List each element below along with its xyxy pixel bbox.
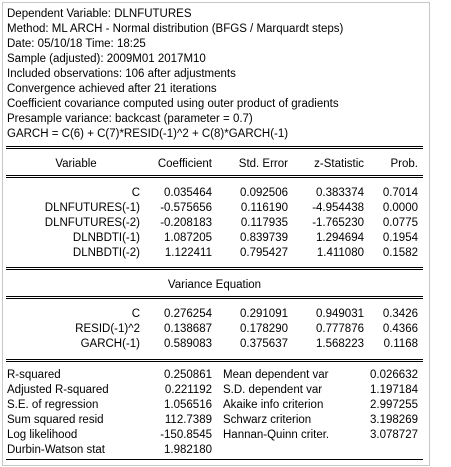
header-line: Method: ML ARCH - Normal distribution (BFGS / Marquardt steps) (7, 23, 344, 35)
mean-row-variable: DLNFUTURES(-2) (44, 217, 140, 229)
column-header-z-statistic: z-Statistic (314, 158, 364, 170)
stat-value: 1.056516 (164, 399, 212, 411)
stat-label: S.D. dependent var (223, 384, 323, 396)
stat-value: 3.078727 (370, 429, 418, 441)
stat-value: 112.7389 (164, 414, 212, 426)
variance-row-variable: GARCH(-1) (80, 338, 140, 350)
header-line: Included observations: 106 after adjustments (7, 68, 236, 80)
stat-value: 2.997255 (370, 399, 418, 411)
variance-row-prob: 0.3426 (382, 308, 418, 320)
column-header-coefficient: Coefficient (157, 158, 212, 170)
mean-row-prob: 0.7014 (382, 187, 418, 199)
variance-row-coefficient: 0.589083 (164, 338, 212, 350)
stat-value: 0.221192 (164, 384, 212, 396)
variance-row-prob: 0.1168 (383, 338, 418, 350)
mean-row-std-error: 0.116190 (240, 202, 288, 214)
divider (6, 359, 423, 362)
divider (6, 296, 423, 299)
mean-row-z-statistic: 1.411080 (316, 247, 364, 259)
divider (6, 146, 423, 149)
mean-row-prob: 0.1954 (382, 232, 418, 244)
divider (6, 459, 423, 460)
stat-label: Sum squared resid (7, 414, 104, 426)
estimation-header (7, 7, 343, 142)
variance-equation-title: Variance Equation (167, 279, 262, 291)
variance-row-prob: 0.4366 (382, 323, 418, 335)
variance-row-z-statistic: 0.777876 (316, 323, 364, 335)
mean-row-std-error: 0.092506 (240, 187, 288, 199)
mean-row-variable: C (131, 187, 140, 199)
mean-row-z-statistic: -1.765230 (312, 217, 364, 229)
mean-row-prob: 0.1582 (382, 247, 418, 259)
mean-row-variable: DLNFUTURES(-1) (44, 202, 140, 214)
stat-label: Schwarz criterion (223, 414, 312, 426)
mean-row-coefficient: -0.208183 (160, 217, 212, 229)
stat-value: 1.197184 (370, 384, 418, 396)
header-line: Coefficient covariance computed using outer product of gradients (7, 98, 339, 110)
variance-row-variable: C (131, 308, 140, 320)
stat-value: 3.198269 (370, 414, 418, 426)
variance-row-variable: RESID(-1)^2 (75, 323, 140, 335)
mean-row-variable: DLNBDTI(-1) (72, 232, 140, 244)
mean-row-z-statistic: 1.294694 (316, 232, 364, 244)
header-line: Dependent Variable: DLNFUTURES (7, 8, 192, 20)
column-header-std-error: Std. Error (238, 158, 288, 170)
stat-value: 1.982180 (164, 444, 212, 456)
header-line: Sample (adjusted): 2009M01 2017M10 (7, 53, 206, 65)
stat-label: Akaike info criterion (223, 399, 324, 411)
mean-row-std-error: 0.795427 (240, 247, 288, 259)
mean-row-std-error: 0.839739 (240, 232, 288, 244)
mean-row-z-statistic: -4.954438 (312, 202, 364, 214)
stat-label: Adjusted R-squared (7, 384, 109, 396)
header-line: Convergence achieved after 21 iterations (7, 83, 217, 95)
column-header-prob: Prob. (390, 158, 418, 170)
variance-row-coefficient: 0.276254 (164, 308, 212, 320)
variance-row-std-error: 0.178290 (240, 323, 288, 335)
column-header-variable: Variable (55, 158, 97, 170)
stat-label: Mean dependent var (223, 369, 329, 381)
stat-label: S.E. of regression (7, 399, 99, 411)
divider (6, 175, 423, 178)
variance-row-coefficient: 0.138687 (164, 323, 212, 335)
stat-label: Log likelihood (7, 429, 78, 441)
variance-row-std-error: 0.291091 (240, 308, 288, 320)
variance-row-z-statistic: 0.949031 (316, 308, 364, 320)
variance-row-std-error: 0.375637 (240, 338, 288, 350)
stat-label: Durbin-Watson stat (7, 444, 105, 456)
header-line: GARCH = C(6) + C(7)*RESID(-1)^2 + C(8)*GARCH(-1) (7, 128, 289, 140)
mean-row-coefficient: -0.575656 (160, 202, 212, 214)
stat-label: Hannan-Quinn criter. (223, 429, 330, 441)
stat-label: R-squared (7, 369, 61, 381)
header-line: Presample variance: backcast (parameter = 0.7) (7, 113, 253, 125)
mean-row-coefficient: 1.087205 (164, 232, 212, 244)
mean-row-prob: 0.0775 (382, 217, 418, 229)
stat-value: 0.026632 (370, 369, 418, 381)
stat-value: -150.8545 (160, 429, 212, 441)
mean-row-variable: DLNBDTI(-2) (72, 247, 140, 259)
mean-row-std-error: 0.117935 (240, 217, 288, 229)
variance-row-z-statistic: 1.568223 (316, 338, 364, 350)
stat-value: 0.250861 (164, 369, 212, 381)
divider (6, 267, 423, 270)
mean-row-prob: 0.0000 (382, 202, 418, 214)
header-line: Date: 05/10/18 Time: 18:25 (7, 38, 146, 50)
mean-row-z-statistic: 0.383374 (316, 187, 364, 199)
mean-row-coefficient: 1.122411 (164, 247, 212, 259)
mean-row-coefficient: 0.035464 (164, 187, 212, 199)
